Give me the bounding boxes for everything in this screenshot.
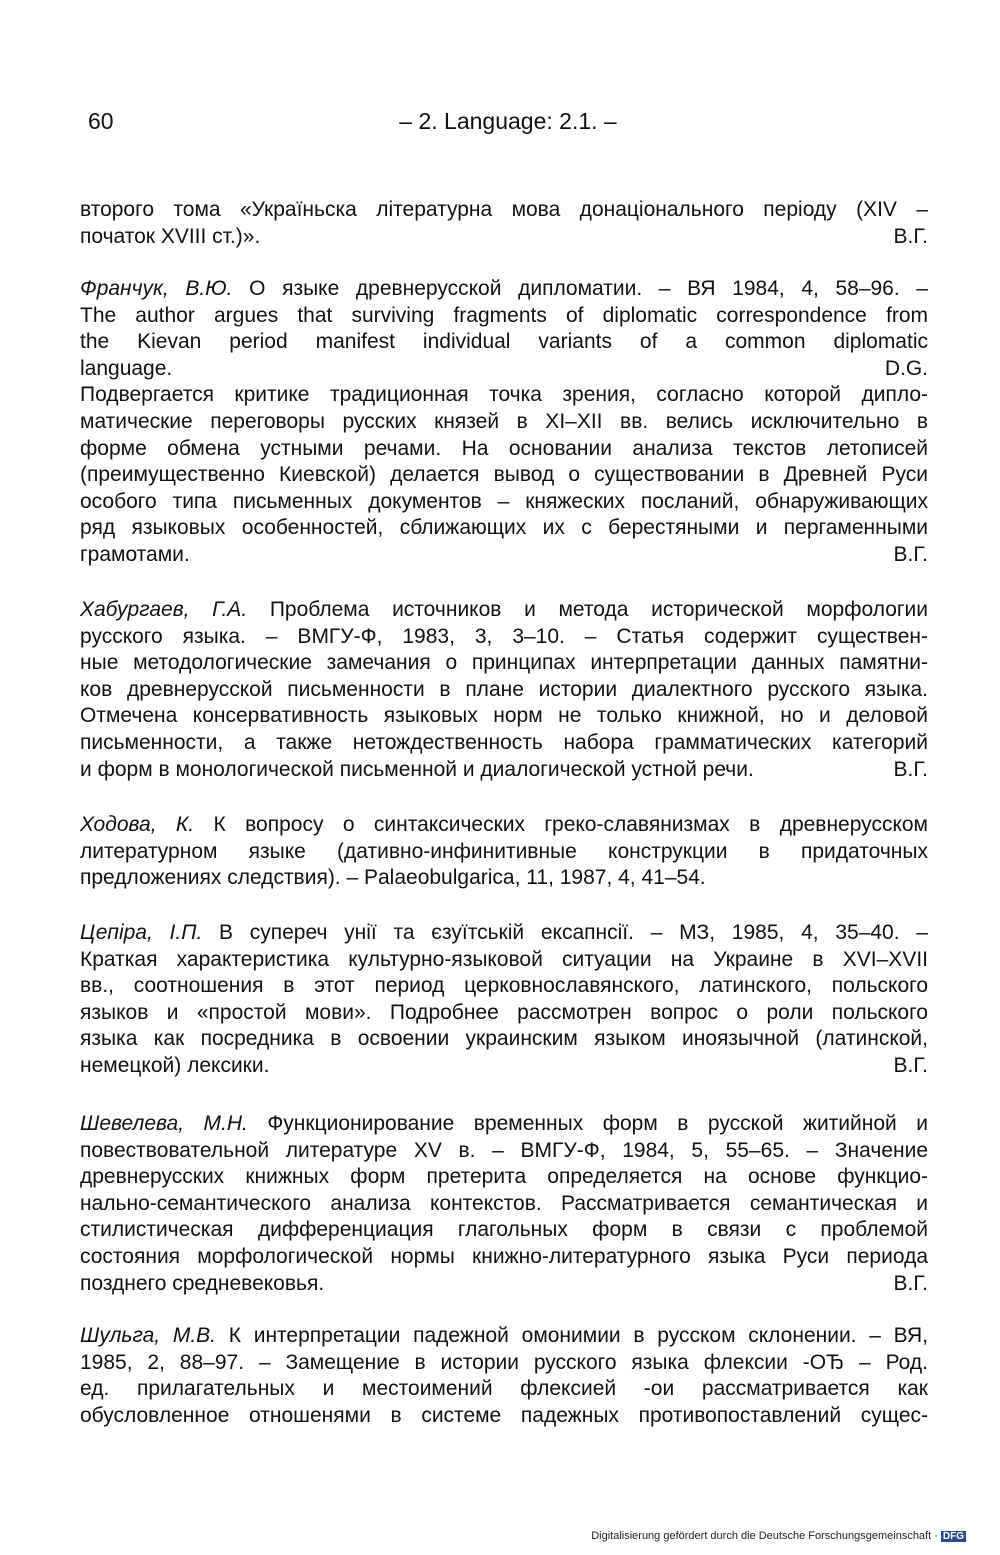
- entry-author: Цепіра, І.П.: [80, 921, 203, 944]
- text-line: литературном языке (дативно-инфинитивные конструкции в придаточных: [80, 839, 928, 863]
- text-line-last: [80, 1271, 928, 1298]
- entry-author: Шульга, М.В.: [80, 1324, 217, 1347]
- text-line-last: [80, 757, 928, 784]
- running-head: – 2. Language: 2.1. –: [399, 108, 617, 134]
- entry-first-line: Хабургаев, Г.А. Проблема источников и метода исторической морфологии: [80, 598, 928, 621]
- text-line: форме обмена устными речами. На основании анализа текстов летописей: [80, 436, 928, 460]
- text-line-last: [80, 542, 928, 569]
- text-line: (преимущественно Киевской) делается вывод о существовании в Древней Руси: [80, 463, 928, 487]
- entry-khaburgaev: [80, 597, 928, 783]
- text-line: языков и «простой мови». Подробнее рассмотрен вопрос о роли польского: [80, 1000, 928, 1024]
- text-line: второго тома «Україньска літературна мова донаціонального періоду (XIV –: [80, 198, 928, 221]
- page-number: 60: [88, 108, 114, 134]
- text-line: древнерусских книжных форм претерита определяется на основе функцио-: [80, 1165, 928, 1189]
- text-line: 1985, 2, 88–97. – Замещение в истории русского языка флексии -ОЂ – Род.: [80, 1350, 928, 1374]
- entry-tsepira: [80, 920, 928, 1080]
- text-line: особого типа письменных документов – княжеских посланий, обнаруживающих: [80, 489, 928, 513]
- entry-continuation: [80, 197, 928, 250]
- text-line-content: немецкой) лексики.: [80, 1053, 270, 1077]
- reviewer-signature: В.Г.: [893, 224, 928, 248]
- entry-sheveleva: [80, 1111, 928, 1297]
- entry-author: Франчук, В.Ю.: [80, 277, 233, 300]
- entry-first-line: Шульга, М.В. К интерпретации падежной омонимии в русском склонении. – ВЯ,: [80, 1324, 928, 1347]
- text-line: нально-семантического анализа контекстов. Рассматривается семантическая и: [80, 1191, 928, 1215]
- entry-first-line: Ходова, К. К вопросу о синтаксических греко-славянизмах в древнерусском: [80, 813, 928, 836]
- text-line-content: language.: [80, 356, 173, 380]
- text-line-content: позднего средневековья.: [80, 1271, 325, 1295]
- entry-franchuk: [80, 276, 928, 569]
- text-line: обусловленное отношенями в системе падежных противопоставлений сущес-: [80, 1403, 928, 1427]
- text-line: The author argues that surviving fragments of diplomatic correspondence from: [80, 303, 928, 327]
- text-line: письменности, а также нетождественность набора грамматических категорий: [80, 730, 928, 754]
- reviewer-signature: В.Г.: [893, 542, 928, 566]
- text-line: ряд языковых особенностей, сближающих их с берестяными и пергаменными: [80, 516, 928, 540]
- entry-author: Ходова, К.: [80, 813, 195, 836]
- text-line: повествовательной литературе XV в. – ВМГУ-Ф, 1984, 5, 55–65. – Значение: [80, 1138, 928, 1162]
- footer-text: Digitalisierung gefördert durch die Deutsche Forschungsgemeinschaft ·: [591, 1530, 938, 1542]
- text-line-content: початок XVIII ст.)».: [80, 224, 261, 248]
- dfg-logo: DFG: [942, 1531, 964, 1542]
- reviewer-signature: В.Г.: [893, 1053, 928, 1077]
- digitization-footer: [591, 1530, 966, 1542]
- text-line: the Kievan period manifest individual variants of a common diplomatic: [80, 330, 928, 354]
- text-line: Подвергается критике традиционная точка зрения, согласно которой дипло-: [80, 383, 928, 407]
- page-header: [88, 108, 928, 148]
- entry-first-line: Франчук, В.Ю. О языке древнерусской дипломатии. – ВЯ 1984, 4, 58–96. –: [80, 277, 928, 300]
- reviewer-signature: В.Г.: [893, 1271, 928, 1295]
- entry-first-line: Шевелева, М.Н. Функционирование временных форм в русской житийной и: [80, 1112, 928, 1135]
- entry-shulga: [80, 1323, 928, 1429]
- text-line: предложениях следствия). – Palaeobulgarica, 11, 1987, 4, 41–54.: [80, 866, 706, 890]
- text-line: матические переговоры русских князей в XI–XII вв. велись исключительно в: [80, 409, 928, 433]
- text-line: стилистическая дифференциация глагольных форм в связи с проблемой: [80, 1218, 928, 1242]
- text-line-content: и форм в монологической письменной и диалогической устной речи.: [80, 757, 754, 781]
- reviewer-signature: В.Г.: [893, 757, 928, 781]
- text-line: вв., соотношения в этот период церковнославянского, латинского, польского: [80, 974, 928, 998]
- text-line: языка как посредника в освоении украинским языком иноязычной (латинской,: [80, 1027, 928, 1051]
- entry-first-line: Цепіра, І.П. В супереч унії та єзуїтській ексапнсії. – МЗ, 1985, 4, 35–40. –: [80, 921, 928, 944]
- text-line-last: [80, 1053, 928, 1080]
- text-line-last: [80, 224, 928, 251]
- text-line-content: грамотами.: [80, 542, 190, 566]
- text-line: ные методологические замечания о принципах интерпретации данных памятни-: [80, 651, 928, 675]
- text-line: Краткая характеристика культурно-языковой ситуации на Украине в XVI–XVII: [80, 947, 928, 971]
- text-line: состояния морфологической нормы книжно-литературного языка Руси периода: [80, 1244, 928, 1268]
- entry-author: Хабургаев, Г.А.: [80, 598, 248, 621]
- entry-author: Шевелева, М.Н.: [80, 1112, 248, 1135]
- entry-khodova: [80, 812, 928, 892]
- reviewer-signature: D.G.: [884, 356, 928, 380]
- text-line: ед. прилагательных и местоимений флексией -ои рассматривается как: [80, 1377, 928, 1401]
- text-line: Отмечена консервативность языковых норм не только книжной, но и деловой: [80, 704, 928, 728]
- text-line: русского языка. – ВМГУ-Ф, 1983, 3, 3–10. – Статья содержит существен-: [80, 624, 928, 648]
- text-line: ков древнерусской письменности в плане истории диалектного русского языка.: [80, 677, 928, 701]
- text-line-last: [80, 356, 928, 383]
